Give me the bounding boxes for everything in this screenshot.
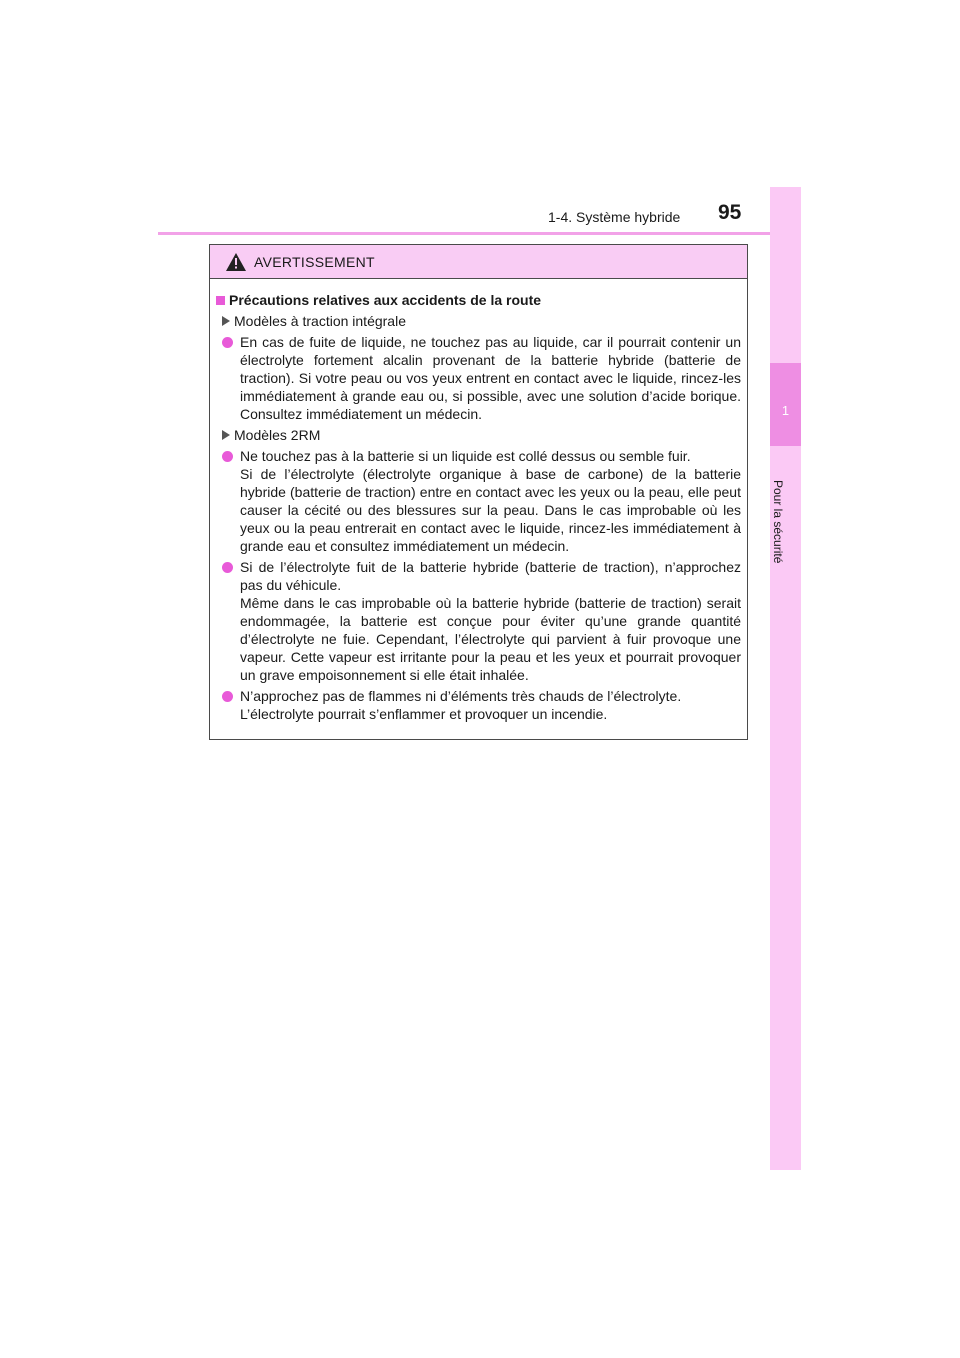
triangle-bullet-icon	[222, 316, 230, 326]
item-paragraph: Si de l’électrolyte (électrolyte organique à base de carbone) de la batterie hybride (batterie de traction) entre en contact avec les yeux ou la peau, elle peut causer la cécité ou des blessures sur la peau. Dans le cas improbable où les yeux ou la peau entrerait en contact avec le liquide, rincez-les immédiatement à grande eau et consultez immédiatement un médecin.	[240, 466, 741, 554]
side-tab-strip	[770, 187, 801, 1170]
item-paragraph: N’approchez pas de flammes ni d’éléments très chauds de l’électrolyte.	[240, 688, 682, 704]
item-paragraph: Si de l’électrolyte fuit de la batterie hybride (batterie de traction), n’approchez pas du véhicule.	[240, 559, 741, 593]
item-paragraph: L’électrolyte pourrait s’enflammer et provoquer un incendie.	[240, 706, 608, 722]
section-title-text: Précautions relatives aux accidents de la route	[229, 292, 542, 308]
header-section-title: 1-4. Système hybride	[548, 209, 681, 225]
circle-bullet-icon	[222, 337, 233, 348]
sub-heading-text: Modèles à traction intégrale	[234, 313, 406, 329]
list-item	[216, 333, 741, 423]
warning-title: AVERTISSEMENT	[254, 254, 375, 270]
circle-bullet-icon	[222, 451, 233, 462]
item-paragraph: Même dans le cas improbable où la batterie hybride (batterie de traction) serait endommagée, la batterie est conçue pour éviter qu’une grande quantité d’électrolyte ne fuie. Cependant, l’électrolyte qui parvient à fuir provoque une vapeur. Cette vapeur est irritante pour la peau et les yeux et pourrait provoquer un grave empoisonnement si elle était inhalée.	[240, 595, 741, 683]
triangle-bullet-icon	[222, 430, 230, 440]
warning-header	[210, 245, 747, 279]
sub-heading-text: Modèles 2RM	[234, 427, 321, 443]
circle-bullet-icon	[222, 691, 233, 702]
list-item	[216, 687, 741, 723]
item-paragraph: Ne touchez pas à la batterie si un liquide est collé dessus ou semble fuir.	[240, 448, 691, 464]
header-divider	[158, 232, 800, 235]
page-number: 95	[718, 201, 742, 224]
warning-box	[209, 244, 748, 740]
item-paragraph: En cas de fuite de liquide, ne touchez pas au liquide, car il pourrait contenir un électrolyte fortement alcalin provenant de la batterie hybride (batterie de traction). Si votre peau ou vos yeux entrent en contact avec le liquide, rincez-les immédiatement à grande eau ou, si possible, avec une solution d’acide borique. Consultez immédiatement un médecin.	[240, 334, 741, 422]
sub-heading	[222, 312, 741, 330]
chapter-title: Pour la sécurité	[771, 480, 785, 564]
circle-bullet-icon	[222, 562, 233, 573]
section-title	[216, 291, 741, 309]
square-bullet-icon	[216, 296, 225, 305]
chapter-number: 1	[781, 403, 790, 418]
warning-body	[210, 279, 747, 723]
sub-heading	[222, 426, 741, 444]
list-item	[216, 558, 741, 684]
list-item	[216, 447, 741, 555]
warning-triangle-icon	[226, 253, 246, 271]
